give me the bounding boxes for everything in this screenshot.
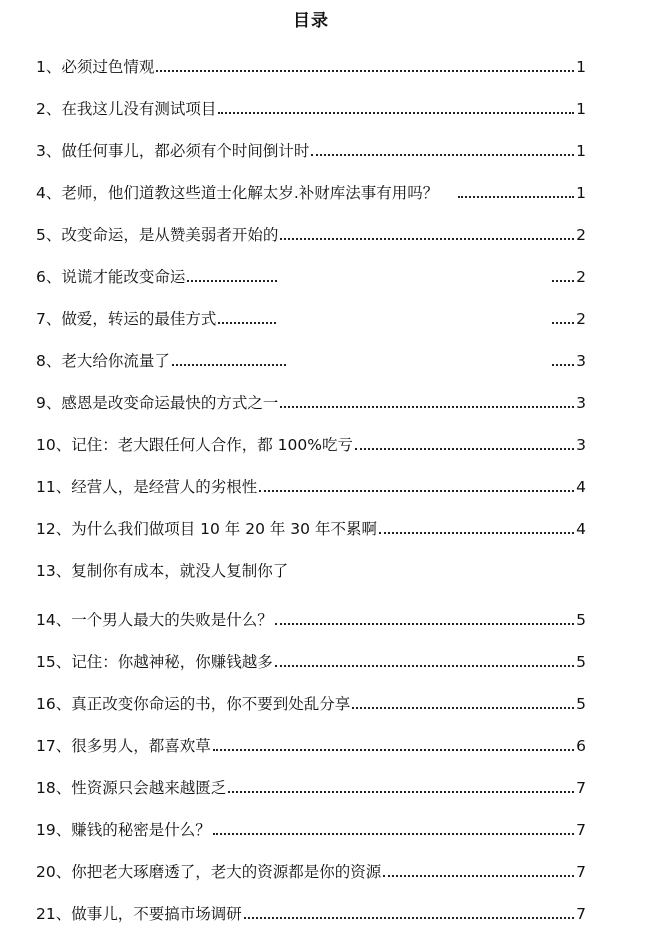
toc-entry-page: 7 <box>576 779 586 797</box>
dot-leader <box>213 749 574 751</box>
toc-entry-20[interactable] <box>36 848 586 882</box>
toc-entry-page: 1 <box>576 58 586 76</box>
toc-entry-text: 6、说谎才能改变命运 <box>36 268 186 286</box>
toc-entry-text: 4、老师，他们道教这些道士化解太岁.补财库法事有用吗？ <box>36 184 439 202</box>
toc-entry-10[interactable] <box>36 421 586 455</box>
toc-entry-text: 2、在我这儿没有测试项目 <box>36 100 217 118</box>
toc-entry-page: 3 <box>576 436 586 454</box>
toc-entry-page: 4 <box>576 478 586 496</box>
dot-leader <box>379 532 574 534</box>
toc-entry-page: 3 <box>576 352 586 370</box>
toc-entry-21[interactable] <box>36 890 586 924</box>
toc-entry-text: 16、真正改变你命运的书，你不要到处乱分享 <box>36 695 351 713</box>
toc-entry-16[interactable] <box>36 680 586 714</box>
toc-entry-12[interactable] <box>36 505 586 539</box>
toc-entry-17[interactable] <box>36 722 586 756</box>
dot-leader <box>244 917 574 919</box>
dot-leader <box>228 791 574 793</box>
toc-entry-9[interactable] <box>36 379 586 413</box>
dot-leader <box>355 448 574 450</box>
toc-entry-13[interactable] <box>36 547 586 581</box>
dot-leader <box>280 406 574 408</box>
toc-entry-page: 5 <box>576 653 586 671</box>
toc-entry-6[interactable] <box>36 253 586 287</box>
toc-entry-page: 7 <box>576 821 586 839</box>
toc-entry-2[interactable] <box>36 85 586 119</box>
toc-entry-1[interactable] <box>36 43 586 77</box>
toc-entry-page: 7 <box>576 905 586 923</box>
dot-leader <box>275 623 574 625</box>
dot-leader <box>458 196 574 198</box>
toc-entry-page: 7 <box>576 863 586 881</box>
toc-entry-page: 5 <box>576 611 586 629</box>
toc-entry-page: 2 <box>576 310 586 328</box>
toc-entry-text: 14、一个男人最大的失败是什么？ <box>36 611 273 629</box>
toc-entry-text: 15、记住：你越神秘，你赚钱越多 <box>36 653 273 671</box>
toc-entry-4[interactable] <box>36 169 586 203</box>
toc-entry-18[interactable] <box>36 764 586 798</box>
dot-leader <box>552 322 574 324</box>
toc-entry-page: 1 <box>576 100 586 118</box>
toc-entry-text: 21、做事儿，不要搞市场调研 <box>36 905 242 923</box>
dot-leader <box>218 322 276 324</box>
dot-leader <box>352 707 574 709</box>
toc-entry-text: 1、必须过色情观 <box>36 58 155 76</box>
toc-entry-page: 1 <box>576 184 586 202</box>
toc-entry-3[interactable] <box>36 127 586 161</box>
toc-entry-text: 18、性资源只会越来越匮乏 <box>36 779 227 797</box>
toc-entry-page: 3 <box>576 394 586 412</box>
dot-leader <box>275 665 574 667</box>
dot-leader <box>552 280 574 282</box>
toc-entry-page: 2 <box>576 226 586 244</box>
toc-entry-text: 10、记住：老大跟任何人合作，都 100%吃亏 <box>36 436 353 454</box>
toc-title: 目录 <box>293 11 329 31</box>
toc-entry-text: 8、老大给你流量了 <box>36 352 170 370</box>
toc-entry-7[interactable] <box>36 295 586 329</box>
toc-entry-text: 20、你把老大琢磨透了，老大的资源都是你的资源 <box>36 863 382 881</box>
toc-entry-8[interactable] <box>36 337 586 371</box>
toc-entry-text: 9、感恩是改变命运最快的方式之一 <box>36 394 279 412</box>
dot-leader <box>311 154 574 156</box>
toc-entry-page: 5 <box>576 695 586 713</box>
toc-entry-text: 5、改变命运，是从赞美弱者开始的 <box>36 226 279 244</box>
toc-entry-15[interactable] <box>36 638 586 672</box>
toc-entry-text: 3、做任何事儿，都必须有个时间倒计时 <box>36 142 310 160</box>
dot-leader <box>213 833 574 835</box>
dot-leader <box>280 238 574 240</box>
toc-entry-text: 12、为什么我们做项目 10 年 20 年 30 年不累啊 <box>36 520 377 538</box>
toc-entry-text: 7、做爱，转运的最佳方式 <box>36 310 217 328</box>
toc-entry-11[interactable] <box>36 463 586 497</box>
toc-entry-page: 1 <box>576 142 586 160</box>
dot-leader <box>187 280 277 282</box>
toc-entry-14[interactable] <box>36 596 586 630</box>
dot-leader <box>552 364 574 366</box>
toc-entry-page: 4 <box>576 520 586 538</box>
toc-entry-text: 13、复制你有成本，就没人复制你了 <box>36 562 289 580</box>
dot-leader <box>259 490 574 492</box>
toc-entry-19[interactable] <box>36 806 586 840</box>
toc-entry-5[interactable] <box>36 211 586 245</box>
toc-entry-page: 2 <box>576 268 586 286</box>
toc-entry-page: 6 <box>576 737 586 755</box>
dot-leader <box>383 875 574 877</box>
dot-leader <box>218 112 574 114</box>
dot-leader <box>172 364 286 366</box>
dot-leader <box>156 70 574 72</box>
toc-entry-text: 11、经营人，是经营人的劣根性 <box>36 478 258 496</box>
toc-entry-text: 19、赚钱的秘密是什么？ <box>36 821 211 839</box>
toc-entry-text: 17、很多男人，都喜欢草 <box>36 737 211 755</box>
